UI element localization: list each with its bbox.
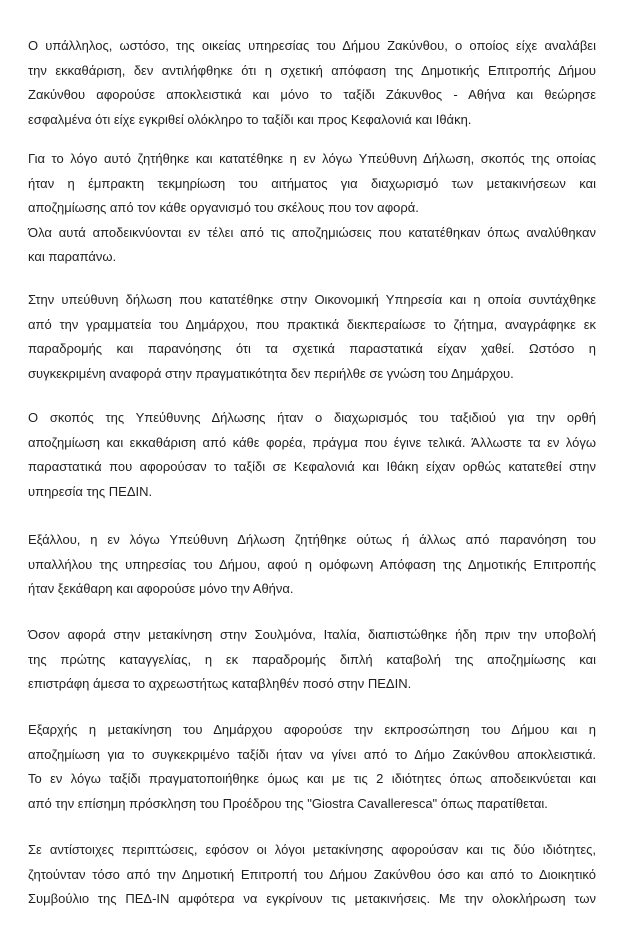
- text-line: υπαλλήλου της υπηρεσίας του Δήμου, αφού η ομόφωνη Απόφαση της Δημοτικής Επιτροπής: [28, 556, 596, 572]
- text-line: αποζημίωση για το συγκεκριμένο ταξίδι ήταν να γίνει από το Δήμο Ζακύνθου αποκλειστικά.: [28, 746, 596, 762]
- text-line: Ο σκοπός της Υπεύθυνης Δήλωσης ήταν ο διαχωρισμός του ταξιδιού για την ορθή: [28, 410, 596, 425]
- text-line: παραδρομής και παρανόησης ότι τα σχετικά παραστατικά είχαν χαθεί. Ωστόσο η: [28, 341, 596, 357]
- paragraph-5: [28, 528, 596, 602]
- text-line: εσφαλμένα ότι είχε εγκριθεί ολόκληρο το ταξίδι και προς Κεφαλονιά και Ιθάκη.: [28, 111, 472, 127]
- text-line: από την επίσημη πρόσκληση του Προέδρου της "Giostra Cavalleresca" όπως παρατίθεται.: [28, 795, 548, 811]
- text-line: ζητούνταν τόσο από την Δημοτική Επιτροπή του Δήμου Ζακύνθου όσο και από το Διοικητικό: [28, 866, 596, 882]
- paragraph-6: [28, 623, 596, 697]
- text-line: Σε αντίστοιχες περιπτώσεις, εφόσον οι λόγοι μετακίνησης αφορούσαν και τις δύο ιδιότητες,: [28, 842, 596, 857]
- text-line: Όσον αφορά στην μετακίνηση στην Σουλμόνα, Ιταλία, διαπιστώθηκε ήδη πριν την υποβολή: [28, 627, 596, 642]
- text-line: παραστατικά που αφορούσαν το ταξίδι σε Κεφαλονιά και Ιθάκη είχαν ορθώς κατατεθεί στην: [28, 459, 596, 475]
- text-line: και παραπάνω.: [28, 249, 117, 265]
- text-line: επιστράφη άμεσα το αχρεωστήτως καταβληθέν ποσό στην ΠΕΔΙΝ.: [28, 676, 412, 692]
- paragraph-3: [28, 288, 596, 386]
- paragraph-1: [28, 34, 596, 132]
- text-line: υπηρεσία της ΠΕΔΙΝ.: [28, 483, 153, 499]
- text-line: της πρώτης καταγγελίας, η εκ παραδρομής διπλή καταβολή της αποζημίωσης και: [28, 651, 596, 667]
- text-line: Ο υπάλληλος, ωστόσο, της οικείας υπηρεσίας του Δήμου Ζακύνθου, ο οποίος είχε αναλάβει: [28, 38, 596, 53]
- text-line: αποζημίωσης από τον κάθε οργανισμό του σκέλους που τον αφορά.: [28, 200, 419, 216]
- text-line: την εκκαθάριση, δεν αντιλήφθηκε ότι η σχετική απόφαση της Δημοτικής Επιτροπής Δήμου: [28, 62, 596, 78]
- text-line: Όλα αυτά αποδεικνύονται εν τέλει από τις αποζημιώσεις που κατατέθηκαν όπως αναλύθηκαν: [28, 224, 596, 240]
- text-line: Εξαρχής η μετακίνηση του Δημάρχου αφορούσε την εκπροσώπηση του Δήμου και η: [28, 722, 596, 737]
- text-line: Για το λόγο αυτό ζητήθηκε και κατατέθηκε η εν λόγω Υπεύθυνη Δήλωση, σκοπός της οποίας: [28, 151, 596, 166]
- text-line: ήταν ξεκάθαρη και αφορούσε μόνο την Αθήνα.: [28, 581, 294, 597]
- text-line: Συμβούλιο της ΠΕΔ-ΙΝ αμφότερα να εγκρίνουν τις μετακινήσεις. Με την ολοκλήρωση των: [28, 891, 596, 907]
- text-line: Εξάλλου, η εν λόγω Υπεύθυνη Δήλωση ζητήθηκε ούτως ή άλλως από παρανόηση του: [28, 532, 596, 547]
- text-line: αποζημίωση και εκκαθάριση από κάθε φορέα, πράγμα που έγινε τελικά. Άλλωστε τα εν λόγω: [28, 434, 596, 450]
- text-line: ήταν η έμπρακτη τεκμηρίωση του αιτήματος για διαχωρισμό των μετακινήσεων και: [28, 175, 596, 191]
- text-line: από την γραμματεία του Δημάρχου, που πρακτικά διεκπεραίωσε το ζήτημα, αναγράφηκε εκ: [28, 316, 596, 332]
- paragraph-8: [28, 838, 596, 912]
- text-line: Ζακύνθου αφορούσε αποκλειστικά και μόνο το ταξίδι Ζάκυνθος - Αθήνα και θεώρησε: [28, 87, 596, 103]
- paragraph-4: [28, 406, 596, 504]
- text-line: Το εν λόγω ταξίδι πραγματοποιήθηκε όμως και με τις 2 ιδιότητες όπως αποδεικνύεται και: [28, 771, 596, 787]
- paragraph-7: [28, 718, 596, 816]
- text-line: συγκεκριμένη αναφορά στην πραγματικότητα δεν περιήλθε σε γνώση του Δημάρχου.: [28, 365, 514, 381]
- paragraph-2: [28, 147, 596, 270]
- text-line: Στην υπεύθυνη δήλωση που κατατέθηκε στην Οικονομική Υπηρεσία και η οποία συντάχθηκε: [28, 292, 596, 307]
